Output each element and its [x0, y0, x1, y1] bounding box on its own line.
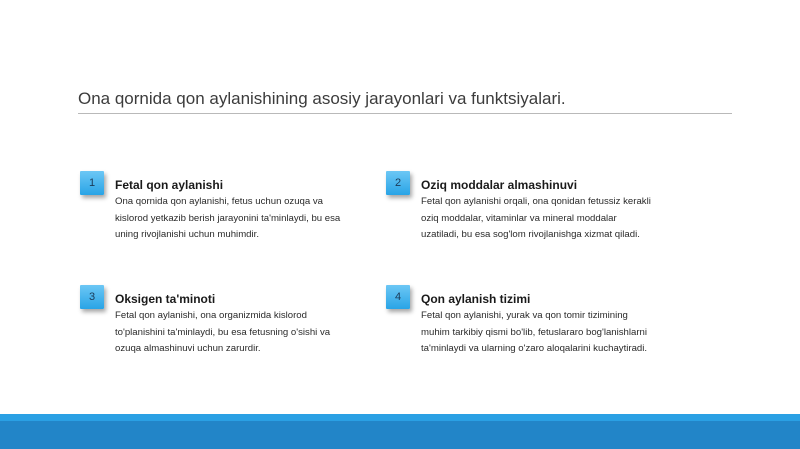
title-divider [78, 113, 732, 114]
number-badge-3: 3 [80, 285, 104, 309]
number-badge-1: 1 [80, 171, 104, 195]
item-1-heading: Fetal qon aylanishi [115, 178, 224, 192]
slide-title: Ona qornida qon aylanishining asosiy jarayonlari va funktsiyalari. [78, 89, 566, 108]
item-2-heading: Oziq moddalar almashinuvi [421, 178, 578, 192]
footer-band-light [0, 414, 800, 421]
item-4-heading: Qon aylanish tizimi [421, 292, 531, 306]
item-4-text: Fetal qon aylanishi, yurak va qon tomir tizimining muhim tarkibiy qismi bo'lib, fetuslararo bog'lanishlarni ta'minlaydi va ularning o'zaro aloqalarini kuchaytiradi. [421, 310, 648, 354]
item-1-text: Ona qornida qon aylanishi, fetus uchun ozuqa va kislorod yetkazib berish jarayonini ta'minlaydi, bu esa uning rivojlanishi uchun muhimdir. [115, 196, 341, 240]
item-3-heading: Oksigen ta'minoti [115, 292, 216, 306]
item-3-text: Fetal qon aylanishi, ona organizmida kislorod to'planishini ta'minlaydi, bu esa fetusning o'sishi va ozuqa almashinuvi uchun zarurdir. [115, 310, 331, 354]
number-badge-4: 4 [386, 285, 410, 309]
item-2-text: Fetal qon aylanishi orqali, ona qonidan fetussiz kerakli oziq moddalar, vitaminlar va mineral moddalar uzatiladi, bu esa sog'lom rivojlanishga xizmat qiladi. [421, 196, 651, 240]
footer-band-dark [0, 421, 800, 449]
number-badge-2: 2 [386, 171, 410, 195]
